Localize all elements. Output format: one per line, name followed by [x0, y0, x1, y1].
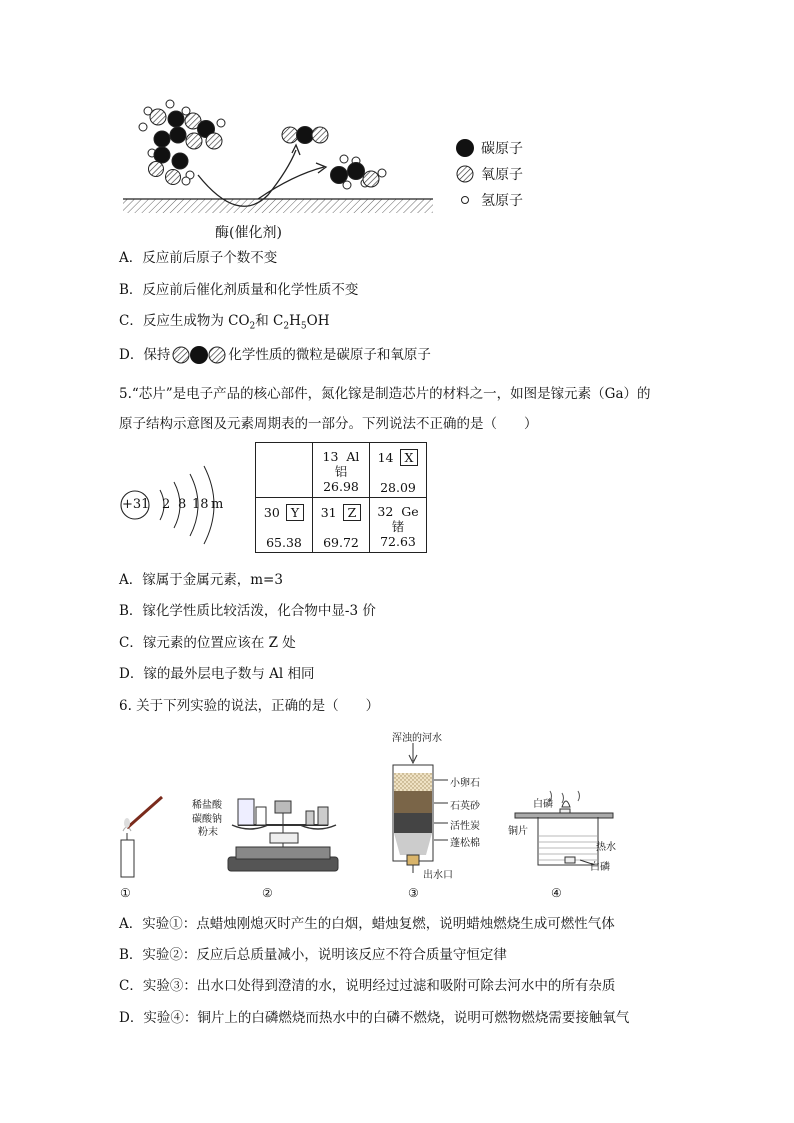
pt-mass: 72.63	[380, 534, 416, 549]
label-river: 浑浊的河水	[392, 733, 442, 744]
label-wp-top: 白磷	[533, 799, 553, 810]
pt-num: 31	[320, 505, 337, 520]
label-powder1: 碳酸钠	[192, 814, 222, 825]
water-filter-experiment	[393, 743, 448, 873]
q6-option-d: D．实验④：铜片上的白磷燃烧而热水中的白磷不燃烧，说明可燃物燃烧需要接触氧气	[119, 1010, 630, 1026]
exp-number-4: ④	[551, 886, 562, 900]
q4-option-d-text: 化学性质的微粒是碳原子和氧原子	[228, 347, 431, 363]
atom-structure-diagram	[118, 460, 228, 550]
nucleus-charge: +31	[122, 497, 150, 512]
q5-option-c: C．镓元素的位置应该在 Z 处	[119, 635, 296, 651]
q4-option-b: B．反应前后催化剂质量和化学性质不变	[119, 282, 359, 298]
pt-mass: 69.72	[323, 535, 359, 550]
q6-option-a: A．实验①：点蜡烛刚熄灭时产生的白烟，蜡烛复燃，说明蜡烛燃烧生成可燃性气体	[119, 916, 615, 932]
oxygen-atom-icon	[454, 162, 478, 186]
pt-cell-z	[313, 498, 370, 553]
label-acid: 稀盐酸	[192, 800, 222, 811]
legend-item-hydrogen	[454, 187, 523, 213]
pt-mass: 28.09	[380, 480, 416, 495]
legend-label-oxygen: 氧原子	[481, 167, 523, 183]
pt-num: 14	[377, 450, 394, 465]
q6-option-b: B．实验②：反应后总质量减小，说明该反应不符合质量守恒定律	[119, 947, 507, 963]
label-copper: 铜片	[508, 826, 528, 837]
q4-sub: 2	[249, 321, 256, 332]
q4-option-c-text: OH	[306, 313, 330, 329]
q5-option-b: B．镓化学性质比较活泼，化合物中显-3 价	[119, 603, 376, 619]
pt-cell-x	[370, 443, 427, 498]
enzyme-reaction-diagram	[118, 95, 438, 220]
pt-mass: 65.38	[266, 535, 302, 550]
q4-sub: 5	[300, 321, 307, 332]
legend-item-carbon	[454, 135, 523, 161]
q4-option-c	[119, 312, 329, 336]
q5-option-a: A．镓属于金属元素，m=3	[119, 572, 283, 588]
pt-sym: Y	[286, 504, 304, 521]
label-pebble: 小卵石	[450, 778, 480, 789]
co2-molecule	[282, 127, 328, 144]
pt-num: 32	[377, 504, 394, 519]
shell-3: 18	[192, 497, 209, 512]
pt-sym: Z	[343, 504, 362, 521]
label-sand: 石英砂	[450, 801, 480, 812]
pt-sym: Al	[346, 449, 360, 464]
exp-number-3: ③	[408, 886, 419, 900]
q5-option-d: D．镓的最外层电子数与 Al 相同	[119, 666, 315, 682]
carbon-atom-icon	[454, 136, 478, 160]
q4-option-c-text: H	[289, 313, 301, 329]
shell-2: 8	[178, 497, 187, 512]
label-wp-bottom: 白磷	[590, 862, 610, 873]
q4-option-c-text: C．反应生成物为 CO	[119, 313, 250, 329]
label-cotton: 蓬松棉	[450, 838, 480, 849]
q4-option-a: A．反应前后原子个数不变	[119, 250, 278, 266]
pt-num: 13	[322, 449, 339, 464]
reactant-molecule	[139, 100, 225, 185]
shell-1: 2	[162, 497, 171, 512]
q4-option-d	[119, 345, 431, 365]
legend	[454, 135, 523, 213]
pt-sym: X	[400, 449, 419, 466]
ethanol-molecule	[331, 155, 387, 189]
legend-label-hydrogen: 氢原子	[481, 193, 523, 209]
q5-stem-line2: 原子结构示意图及元素周期表的一部分。下列说法不正确的是（ ）	[119, 416, 538, 432]
pt-cell-ge	[370, 498, 427, 553]
q4-option-c-text: 和 C	[255, 313, 284, 329]
pt-empty-cell	[256, 443, 313, 498]
exp-number-2: ②	[262, 886, 273, 900]
q4-option-d-text: D．保持	[119, 347, 171, 363]
hydrogen-atom-icon	[454, 188, 478, 212]
legend-item-oxygen	[454, 161, 523, 187]
pt-cell-y	[256, 498, 313, 553]
legend-label-carbon: 碳原子	[481, 141, 523, 157]
shell-4: m	[211, 497, 224, 512]
catalyst-label: 酶(催化剂)	[215, 225, 282, 241]
pt-cell-al	[313, 443, 370, 498]
co2-molecule-icon	[171, 345, 227, 365]
pt-sym: Ge	[401, 504, 419, 519]
pt-mass: 26.98	[323, 479, 359, 494]
periodic-table-fragment	[255, 442, 427, 553]
exp-number-1: ①	[120, 886, 131, 900]
label-powder2: 粉末	[198, 827, 218, 838]
balance-experiment	[228, 799, 338, 871]
label-carbon: 活性炭	[450, 821, 480, 832]
pt-name: 锗	[391, 519, 405, 534]
q5-stem-line1: 5.“芯片”是电子产品的核心部件，氮化镓是制造芯片的材料之一，如图是镓元素（Ga）的	[119, 386, 651, 402]
phosphorus-experiment	[515, 791, 613, 865]
pt-name: 铝	[334, 464, 348, 479]
pt-num: 30	[263, 505, 280, 520]
candle-experiment	[121, 797, 162, 877]
q6-stem: 6. 关于下列实验的说法，正确的是（ ）	[119, 698, 380, 714]
q6-option-c: C．实验③：出水口处得到澄清的水，说明经过过滤和吸附可除去河水中的所有杂质	[119, 978, 616, 994]
q4-sub: 2	[283, 321, 290, 332]
label-hotwater: 热水	[596, 842, 616, 853]
label-outlet: 出水口	[423, 870, 453, 881]
